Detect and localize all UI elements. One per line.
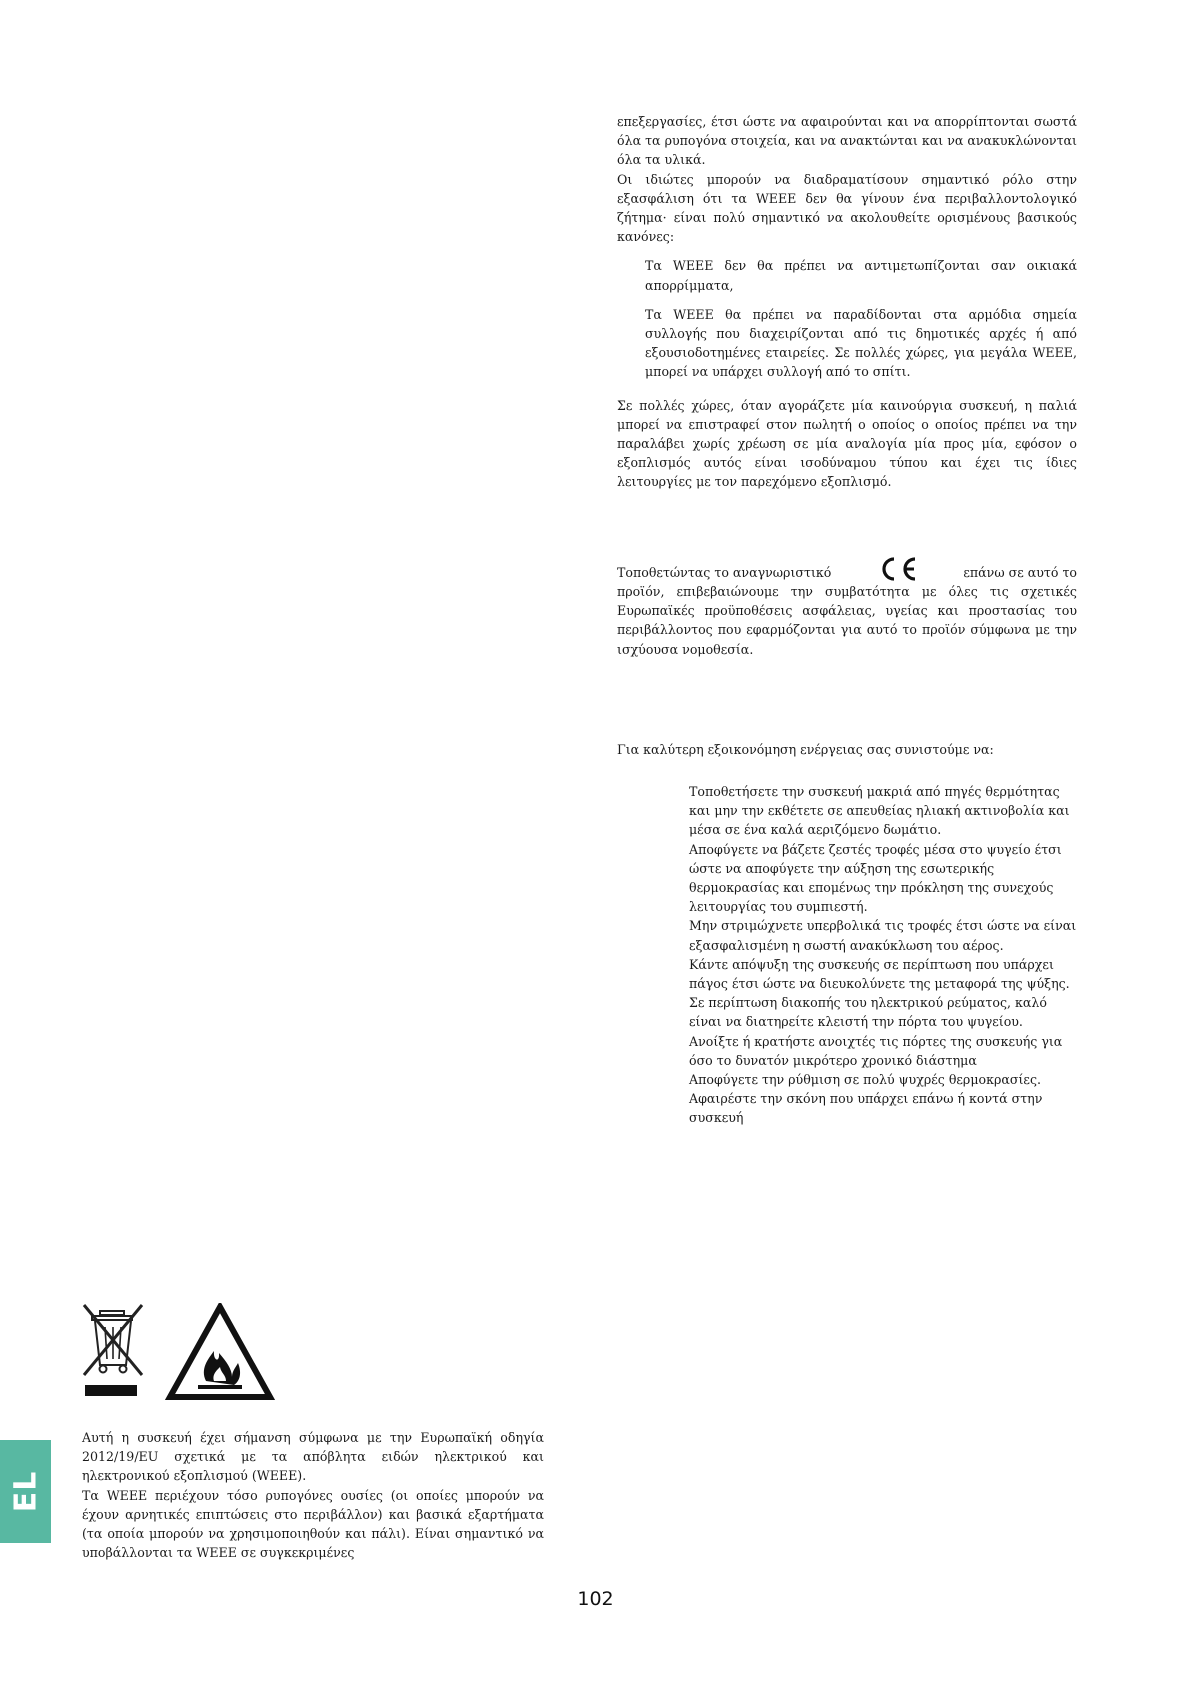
language-tab bbox=[0, 1440, 51, 1543]
language-tab-label: EL bbox=[7, 1470, 43, 1513]
energy-tip: Αποφύγετε την ρύθμιση σε πολύ ψυχρές θερμοκρασίες. bbox=[689, 1072, 1041, 1088]
weee-rule-collection: Τα WEEE θα πρέπει να παραδίδονται στα αρμόδια σημεία συλλογής που διαχειρίζονται από τις δημοτικές αρχές ή από εξουσιοδοτημένες εταιρείες. Σε πολλές χώρες, για μεγάλα WEEE, μπορεί να υπάρχει συλλογή από το σπίτι. bbox=[645, 306, 1077, 380]
ce-paragraph-rest: προϊόν, επιβεβαιώνουμε την συμβατότητα με όλες τις σχετικές Ευρωπαϊκές προϋποθέσεις ασφάλειας, υγείας και προστασίας του περιβάλλοντος που εφαρμόζονται για αυτό το προϊόν σύμφωνα με την ισχύουσα νομοθεσία. bbox=[617, 584, 1077, 657]
ce-text-before: Τοποθετώντας το αναγνωριστικό bbox=[617, 564, 832, 580]
energy-tip: Κάντε απόψυξη της συσκευής σε περίπτωση που υπάρχει πάγος έτσι ώστε να διευκολύνετε της μεταφορά της ψύξης. bbox=[689, 956, 1070, 992]
page-number: 102 bbox=[577, 1588, 614, 1610]
ce-section bbox=[617, 556, 1077, 659]
energy-tip: Αφαιρέστε την σκόνη που υπάρχει επάνω ή κοντά στην συσκευή bbox=[689, 1091, 1043, 1126]
ce-first-line bbox=[617, 556, 1077, 582]
symbols-row bbox=[82, 1303, 282, 1407]
symbols-graphic bbox=[82, 1303, 282, 1403]
ce-text-after: επάνω σε αυτό το bbox=[963, 564, 1077, 580]
weee-directive-paragraph: Αυτή η συσκευή έχει σήμανση σύμφωνα με την Ευρωπαϊκή οδηγία 2012/19/EU σχετικά με τα απόβλητα ειδών ηλεκτρικού και ηλεκτρονικού εξοπλισμού (WEEE). bbox=[82, 1430, 544, 1484]
weee-contents-paragraph: Τα WEEE περιέχουν τόσο ρυπογόνες ουσίες (οι οποίες μπορούν να έχουν αρνητικές επιπτώσεις στο περιβάλλον) και βασικά εξαρτήματα (τα οποία μπορούν να χρησιμοποιηθούν και πάλι). Είναι σημαντικό να υποβάλλονται τα WEEE σε συγκεκριμένες bbox=[82, 1487, 544, 1561]
crossed-out-wheelie-bin-icon bbox=[84, 1305, 142, 1396]
energy-tips-list bbox=[689, 782, 1079, 1128]
weee-continued-section bbox=[617, 112, 1077, 492]
energy-tip: Τοποθετήσετε την συσκευή μακριά από πηγές θερμότητας και μην την εκθέτετε σε απευθείας ηλιακή ακτινοβολία και μέσα σε ένα καλά αεριζόμενο δωμάτιο. bbox=[689, 784, 1070, 838]
weee-intro-section bbox=[82, 1428, 544, 1562]
energy-tip: Ανοίξτε ή κρατήστε ανοιχτές τις πόρτες της συσκευής για όσο το δυνατόν μικρότερο χρονικό διάστημα bbox=[689, 1033, 1063, 1068]
weee-paragraph-processing: επεξεργασίες, έτσι ώστε να αφαιρούνται και να απορρίπτονται σωστά όλα τα ρυπογόνα στοιχεία, και να ανακτώνται και να ανακυκλώνονται όλα τα υλικά. bbox=[617, 114, 1077, 168]
weee-paragraph-return: Σε πολλές χώρες, όταν αγοράζετε μία καινούργια συσκευή, η παλιά μπορεί να επιστραφεί στον πωλητή ο οποίος ο οποίος πρέπει να την παραλάβει χωρίς χρέωση σε μία αναλογία μία προς μία, εφόσον ο εξοπλισμός αυτός είναι ισοδύναμου τύπου και έχει τις ίδιες λειτουργίες με τον παρεχόμενο εξοπλισμό. bbox=[617, 397, 1077, 490]
ce-mark-icon bbox=[875, 556, 919, 582]
energy-tip: Αποφύγετε να βάζετε ζεστές τροφές μέσα στο ψυγείο έτσι ώστε να αποφύγετε την αύξηση της εσωτερικής θερμοκρασίας και επομένως την πρόκληση της συνεχούς λειτουργίας του συμπιεστή. bbox=[689, 841, 1062, 915]
energy-intro: Για καλύτερη εξοικονόμηση ενέργειας σας συνιστούμε να: bbox=[617, 742, 994, 757]
weee-rule-household: Τα WEEE δεν θα πρέπει να αντιμετωπίζονται σαν οικιακά απορρίμματα, bbox=[645, 258, 1077, 293]
weee-paragraph-individuals: Οι ιδιώτες μπορούν να διαδραματίσουν σημαντικό ρόλο στην εξασφάλιση ότι τα WEEE δεν θα γίνουν ένα περιβαλλοντολογικό ζήτημα· είναι πολύ σημαντικό να ακολουθείτε ορισμένους βασικούς κανόνες: bbox=[617, 171, 1077, 245]
flammable-warning-icon bbox=[170, 1307, 270, 1397]
energy-tip: Σε περίπτωση διακοπής του ηλεκτρικού ρεύματος, καλό είναι να διατηρείτε κλειστή την πόρτα του ψυγείου. bbox=[689, 995, 1047, 1030]
energy-tip: Μην στριμώχνετε υπερβολικά τις τροφές έτσι ώστε να είναι εξασφαλισμένη η σωστή ανακύκλωση του αέρος. bbox=[689, 918, 1077, 953]
